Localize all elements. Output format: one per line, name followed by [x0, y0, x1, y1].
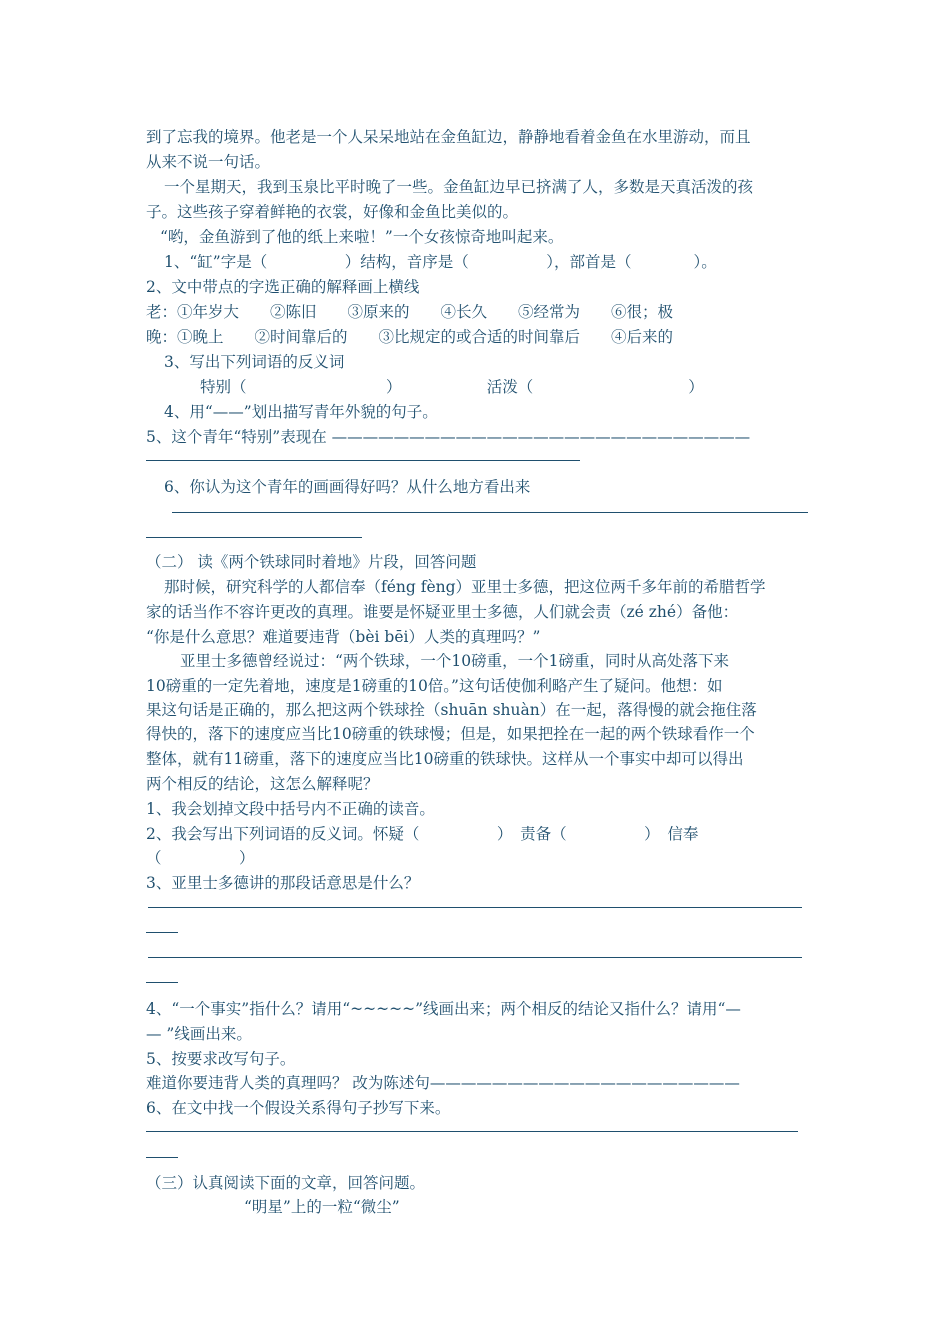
paragraph-line: 到了忘我的境界。他老是一个人呆呆地站在金鱼缸边，静静地看着金鱼在水里游动，而且	[146, 128, 751, 146]
question-2-options-wan: 晚：①晚上 ②时间靠后的 ③比规定的或合适的时间靠后 ④后来的	[146, 328, 674, 346]
passage-line: 亚里士多德曾经说过：“两个铁球，一个10磅重，一个1磅重，同时从高处落下来	[180, 652, 730, 670]
question-4: 4、用“——”划出描写青年外貌的句子。	[164, 403, 438, 421]
section-2-question-4: 4、“一个事实”指什么？请用“~~~~~”线画出来；两个相反的结论又指什么？请用“—	[146, 1000, 741, 1018]
section-2-question-2: 2、我会写出下列词语的反义词。怀疑（ ） 责备（ ） 信奉	[146, 825, 699, 843]
answer-line	[146, 932, 178, 933]
answer-line	[146, 1131, 798, 1132]
question-2: 2、文中带点的字选正确的解释画上横线	[146, 278, 420, 296]
passage-line: “你是什么意思？难道要违背（bèi bēi）人类的真理吗？”	[146, 628, 541, 646]
answer-line	[146, 1157, 178, 1158]
passage-line: 整体，就有11磅重，落下的速度应当比10磅重的铁球快。这样从一个事实中却可以得出	[146, 750, 744, 768]
section-2-question-5-task: 难道你要违背人类的真理吗？ 改为陈述句————————————————————	[146, 1074, 740, 1092]
paragraph-line: 一个星期天，我到玉泉比平时晚了一些。金鱼缸边早已挤满了人，多数是天真活泼的孩	[164, 178, 754, 196]
section-2-question-5: 5、按要求改写句子。	[146, 1050, 296, 1068]
passage-line: 果这句话是正确的，那么把这两个铁球拴（shuān shuàn）在一起，落得慢的就会拖住落	[146, 701, 757, 719]
answer-line	[146, 460, 580, 461]
section-2-question-4-cont: — ”线画出来。	[146, 1025, 252, 1043]
question-2-options-lao: 老：①年岁大 ②陈旧 ③原来的 ④长久 ⑤经常为 ⑥很；极	[146, 303, 674, 321]
section-3-heading: （三）认真阅读下面的文章，回答问题。	[146, 1174, 426, 1192]
question-6: 6、你认为这个青年的画画得好吗？从什么地方看出来	[164, 478, 531, 496]
answer-line	[148, 957, 802, 958]
passage-line: 家的话当作不容许更改的真理。谁要是怀疑亚里士多德，人们就会责（zé zhé）备他：	[146, 603, 739, 621]
section-2-question-1: 1、我会划掉文段中括号内不正确的读音。	[146, 800, 435, 818]
answer-line	[146, 982, 178, 983]
question-5: 5、这个青年“特别”表现在 ———————————————————————————	[146, 428, 751, 446]
article-title: “明星”上的一粒“微尘”	[244, 1198, 400, 1216]
section-2-question-2-cont: （ ）	[146, 849, 255, 867]
paragraph-line: “哟，金鱼游到了他的纸上来啦！”一个女孩惊奇地叫起来。	[160, 228, 564, 246]
passage-line: 两个相反的结论，这怎么解释呢？	[146, 775, 379, 793]
passage-line: 得快的，落下的速度应当比10磅重的铁球慢；但是，如果把拴在一起的两个铁球看作一个	[146, 725, 755, 743]
passage-line: 10磅重的一定先着地，速度是1磅重的10倍。”这句话使伽利略产生了疑问。他想：如	[146, 677, 723, 695]
section-2-question-3: 3、亚里士多德讲的那段话意思是什么？	[146, 874, 420, 892]
question-3: 3、写出下列词语的反义词	[164, 353, 345, 371]
answer-line	[148, 907, 802, 908]
section-2-question-6: 6、在文中找一个假设关系得句子抄写下来。	[146, 1099, 451, 1117]
section-2-heading: （二） 读《两个铁球同时着地》片段，回答问题	[146, 553, 477, 571]
paragraph-line: 从来不说一句话。	[146, 153, 271, 171]
paragraph-line: 子。这些孩子穿着鲜艳的衣裳，好像和金鱼比美似的。	[146, 203, 519, 221]
answer-line	[146, 537, 362, 538]
question-3-antonyms: 特别（ ） 活泼（ ）	[200, 378, 704, 396]
passage-line: 那时候，研究科学的人都信奉（féng fèng）亚里士多德，把这位两千多年前的希腊哲学	[164, 578, 766, 596]
answer-line	[172, 512, 808, 513]
question-1: 1、“缸”字是（ ）结构，音序是（ ），部首是（ ）。	[164, 253, 717, 271]
